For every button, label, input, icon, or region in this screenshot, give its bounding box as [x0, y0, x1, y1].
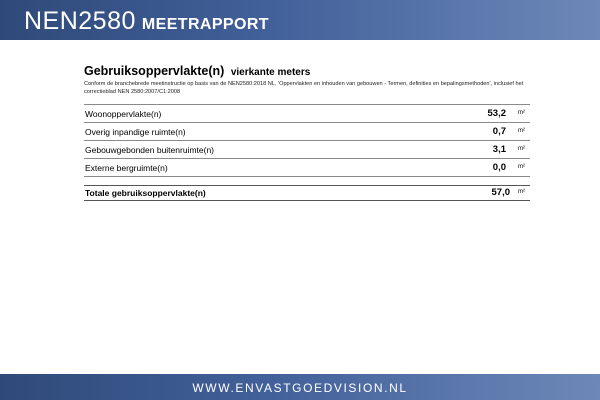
report-content	[84, 64, 530, 201]
header-band	[0, 0, 600, 40]
row-unit: m²	[518, 128, 525, 134]
report-note: Conform de branchebrede meetinstructie op basis van de NEN2580:2018 NL, 'Oppervlakten en inhouden van gebouwen - Termen, definities en bepalingsmethoden', inclusief het correctieblad NEN 2580:2007/C1:2008	[84, 81, 524, 95]
total-value: 57,0	[491, 187, 510, 198]
row-unit: m²	[518, 164, 525, 170]
row-label: Woonoppervlakte(n)	[85, 109, 162, 119]
row-value: 3,1	[492, 144, 506, 155]
header-title-sub: MEETRAPPORT	[141, 16, 269, 33]
total-label: Totale gebruiksoppervlakte(n)	[85, 188, 206, 198]
total-unit: m²	[518, 189, 525, 195]
table-row	[84, 104, 530, 122]
row-unit: m²	[518, 110, 525, 116]
row-label: Externe bergruimte(n)	[85, 163, 168, 173]
row-label: Gebouwgebonden buitenruimte(n)	[85, 145, 215, 155]
row-value: 53,2	[487, 108, 506, 119]
footer-band	[0, 374, 600, 400]
row-value: 0,0	[492, 162, 506, 173]
table-row	[84, 158, 530, 177]
row-label: Overig inpandige ruimte(n)	[85, 127, 186, 137]
report-title-text: Gebruiksoppervlakte(n)	[84, 64, 225, 78]
report-title	[84, 64, 530, 78]
footer-url: WWW.ENVASTGOEDVISION.NL	[192, 381, 408, 395]
report-title-unit: vierkante meters	[230, 67, 311, 78]
measurement-table	[84, 104, 530, 177]
header-title	[24, 7, 269, 36]
table-row	[84, 140, 530, 158]
row-value: 0,7	[492, 126, 506, 137]
row-unit: m²	[518, 146, 525, 152]
table-row	[84, 122, 530, 140]
total-row	[84, 185, 530, 201]
header-title-main: NEN2580	[24, 7, 136, 35]
